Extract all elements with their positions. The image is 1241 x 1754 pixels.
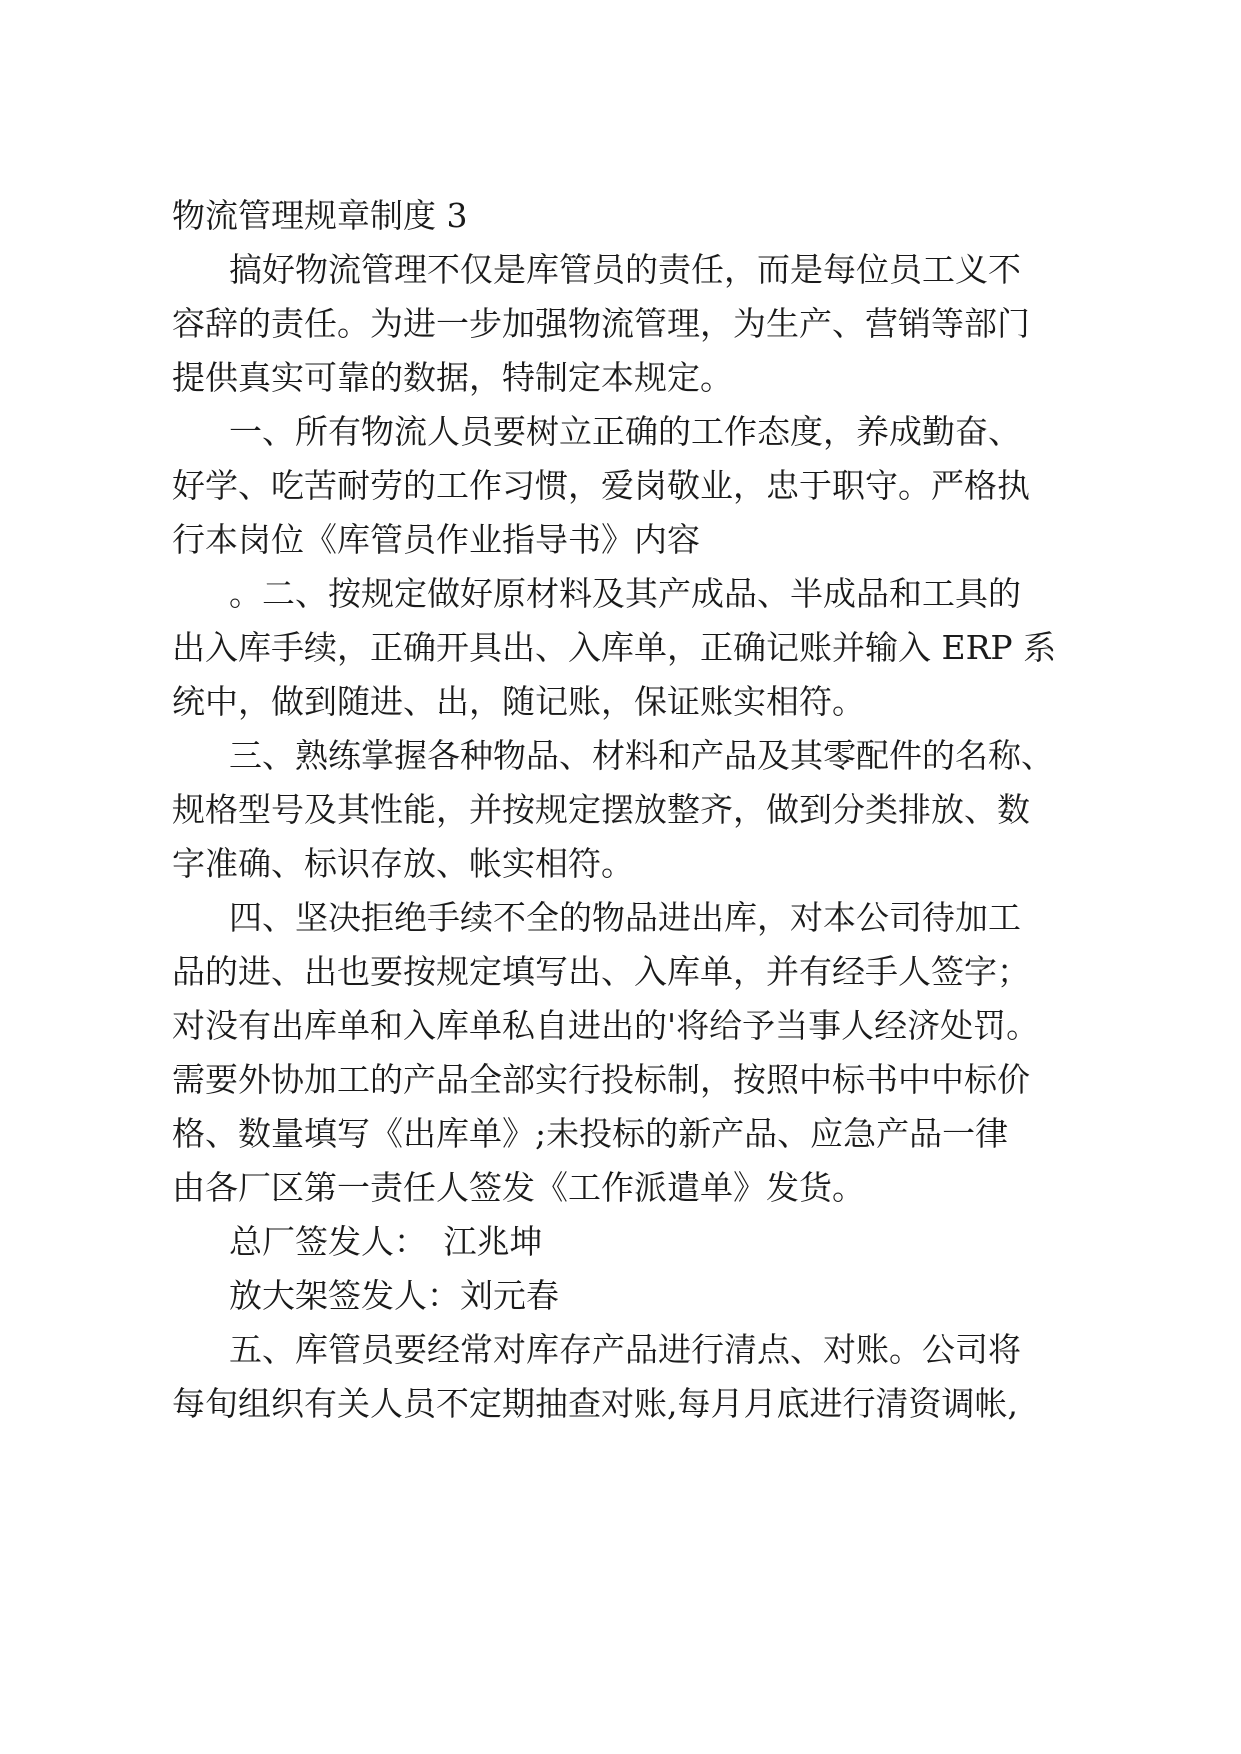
paragraph-line: 一、所有物流人员要树立正确的工作态度，养成勤奋、 xyxy=(229,412,1021,451)
paragraph-line: 每旬组织有关人员不定期抽查对账,每月月底进行清资调帐, xyxy=(172,1384,1018,1423)
paragraph-line: 提供真实可靠的数据，特制定本规定。 xyxy=(172,358,733,397)
paragraph-line: 由各厂区第一责任人签发《工作派遣单》发货。 xyxy=(172,1168,865,1207)
document-title: 物流管理规章制度 3 xyxy=(172,196,468,235)
paragraph-line: 字准确、标识存放、帐实相符。 xyxy=(172,844,634,883)
paragraph-line: 四、坚决拒绝手续不全的物品进出库，对本公司待加工 xyxy=(229,898,1021,937)
paragraph-line: 规格型号及其性能，并按规定摆放整齐，做到分类排放、数 xyxy=(172,790,1030,829)
paragraph-line: 品的进、出也要按规定填写出、入库单，并有经手人签字； xyxy=(172,952,1030,991)
paragraph-line: 出入库手续，正确开具出、入库单，正确记账并输入 ERP 系 xyxy=(172,628,1057,667)
paragraph-line: 搞好物流管理不仅是库管员的责任，而是每位员工义不 xyxy=(229,250,1021,289)
paragraph-line: 对没有出库单和入库单私自进出的'将给予当事人经济处罚。 xyxy=(172,1006,1040,1045)
paragraph-line: 行本岗位《库管员作业指导书》内容 xyxy=(172,520,700,559)
paragraph-line: 三、熟练掌握各种物品、材料和产品及其零配件的名称、 xyxy=(229,736,1054,775)
signatory-line: 放大架签发人：刘元春 xyxy=(229,1276,559,1315)
paragraph-line: 五、库管员要经常对库存产品进行清点、对账。公司将 xyxy=(229,1330,1021,1369)
paragraph-line: 好学、吃苦耐劳的工作习惯，爱岗敬业，忠于职守。严格执 xyxy=(172,466,1030,505)
paragraph-line: 格、数量填写《出库单》;未投标的新产品、应急产品一律 xyxy=(172,1114,1009,1153)
paragraph-line: 容辞的责任。为进一步加强物流管理，为生产、营销等部门 xyxy=(172,304,1030,343)
paragraph-line: 需要外协加工的产品全部实行投标制，按照中标书中中标价 xyxy=(172,1060,1030,1099)
paragraph-line: 统中，做到随进、出，随记账，保证账实相符。 xyxy=(172,682,865,721)
signatory-line: 总厂签发人： 江兆坤 xyxy=(229,1222,543,1261)
paragraph-line: 。二、按规定做好原材料及其产成品、半成品和工具的 xyxy=(229,574,1021,613)
